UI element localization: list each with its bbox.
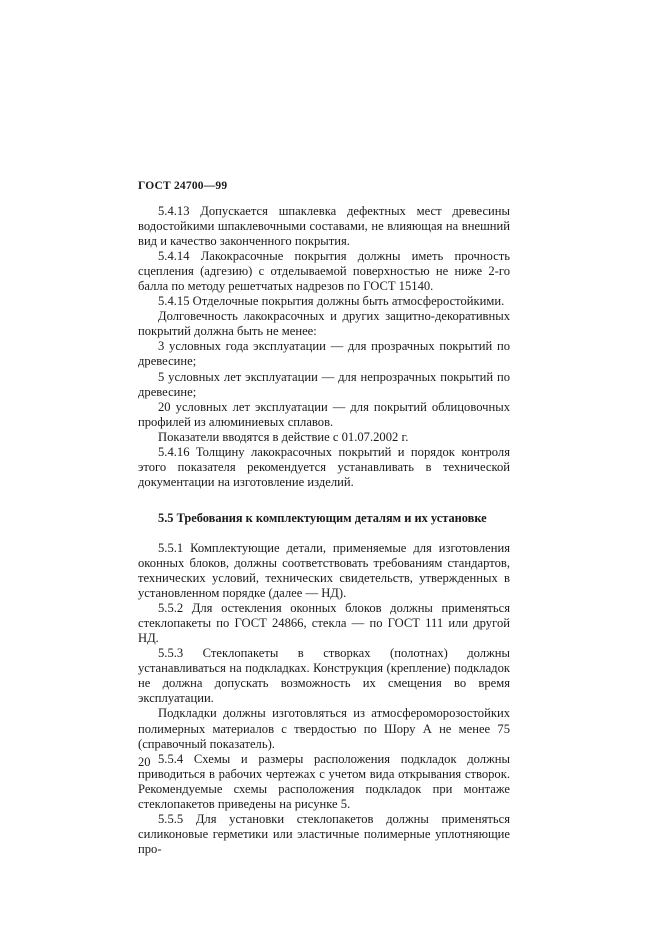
list-item-aluminium: 20 условных лет эксплуатации — для покрытий облицовочных профилей из алюминиевых сплавов. [138, 399, 510, 429]
paragraph-5-4-14: 5.4.14 Лакокрасочные покрытия должны иметь прочность сцепления (адгезию) с отделываемой поверхностью не ниже 2-го балла по методу решетчатых надрезов по ГОСТ 15140. [138, 249, 510, 294]
list-item-transparent: 3 условных года эксплуатации — для прозрачных покрытий по древесине; [138, 339, 510, 369]
document-body [138, 204, 510, 857]
paragraph-durability: Долговечность лакокрасочных и других защитно-декоративных покрытий должна быть не менее: [138, 309, 510, 339]
paragraph-5-5-3: 5.5.3 Стеклопакеты в створках (полотнах) должны устанавливаться на подкладках. Конструкция (крепление) подкладок не должна допускать возможность их смещения во время эксплуатации. [138, 646, 510, 706]
paragraph-5-5-2: 5.5.2 Для остекления оконных блоков должны применяться стеклопакеты по ГОСТ 24866, стекла — по ГОСТ 111 или другой НД. [138, 601, 510, 646]
list-item-opaque: 5 условных лет эксплуатации — для непрозрачных покрытий по древесине; [138, 369, 510, 399]
paragraph-5-4-15: 5.4.15 Отделочные покрытия должны быть атмосферостойкими. [158, 294, 505, 309]
page-number: 20 [138, 755, 151, 769]
paragraph-effective-date: Показатели вводятся в действие с 01.07.2002 г. [158, 429, 409, 444]
paragraph-pads: Подкладки должны изготовляться из атмосфероморозостойких полимерных материалов с твердостью по Шору А не менее 75 (справочный показатель). [138, 706, 510, 751]
paragraph-5-5-5: 5.5.5 Для установки стеклопакетов должны применяться силиконовые герметики или эластичные полимерные уплотняющие про- [138, 811, 510, 856]
paragraph-5-4-13: 5.4.13 Допускается шпаклевка дефектных мест древесины водостойкими шпаклевочными составами, не влияющая на внешний вид и качество законченного покрытия. [138, 204, 510, 249]
paragraph-5-5-1: 5.5.1 Комплектующие детали, применяемые для изготовления оконных блоков, должны соответствовать требованиям стандартов, технических условий, технических свидетельств, утвержденных в установленном порядке (далее — НД). [138, 540, 510, 601]
document-code-header: ГОСТ 24700—99 [138, 180, 228, 192]
section-heading-5-5: 5.5 Требования к комплектующим деталям и их установке [158, 510, 487, 525]
paragraph-5-5-4: 5.5.4 Схемы и размеры расположения подкладок должны приводиться в рабочих чертежах с учетом вида открывания створок. Рекомендуемые схемы расположения подкладок при монтаже стеклопакетов приведены на рисунке 5. [138, 751, 510, 811]
paragraph-5-4-16: 5.4.16 Толщину лакокрасочных покрытий и порядок контроля этого показателя рекомендуется устанавливать в технической документации на изготовление изделий. [138, 444, 510, 489]
